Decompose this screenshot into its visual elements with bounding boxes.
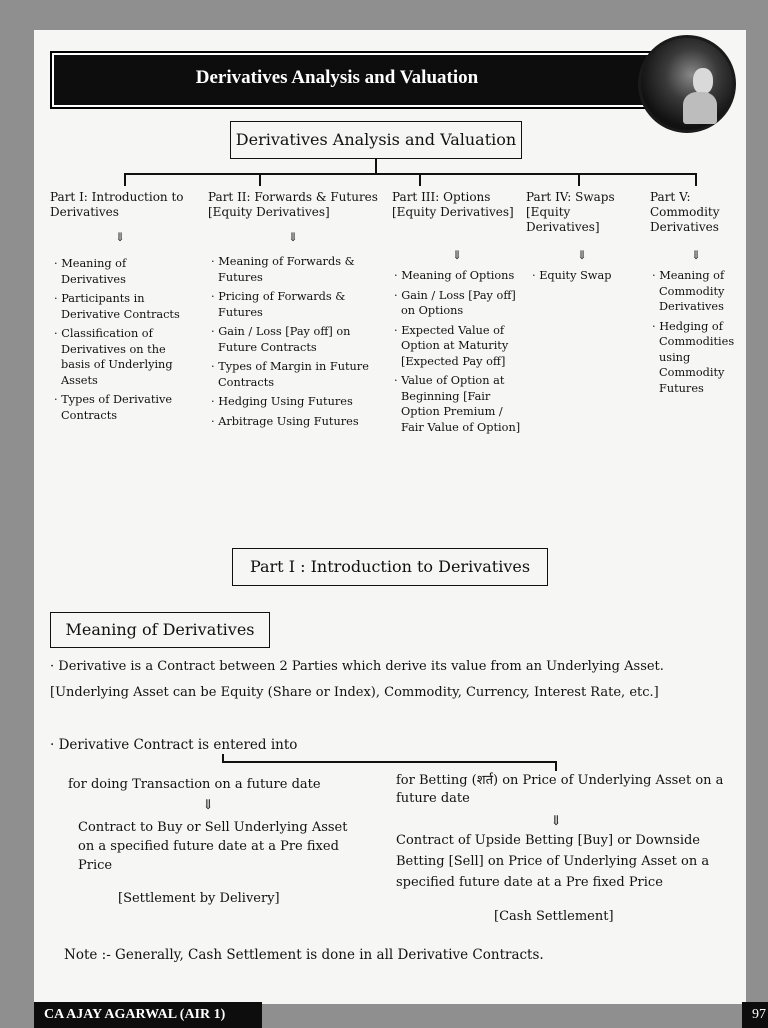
author-portrait — [638, 35, 736, 133]
note: Note :- Generally, Cash Settlement is done in all Derivative Contracts. — [64, 947, 544, 963]
portrait-body — [683, 92, 717, 124]
arrow-down-icon: ⇓ — [690, 248, 702, 262]
left-branch-line1: for doing Transaction on a future date — [68, 777, 321, 792]
left-branch-tag: [Settlement by Delivery] — [118, 891, 280, 906]
list-item: · Meaning of Forwards & Futures — [211, 254, 376, 285]
column-5-head: Part V: Commodity Derivatives — [650, 190, 720, 234]
page — [34, 30, 766, 1022]
left-branch-line2: Contract to Buy or Sell Underlying Asset on a specified future date at a Pre fixed Price — [78, 820, 348, 873]
para-derivative-definition: · Derivative is a Contract between 2 Parties which derive its value from an Underlying Asset. — [50, 659, 664, 674]
arrow-down-icon: ⇓ — [202, 797, 214, 813]
tree-drop-1 — [124, 173, 126, 186]
header-bar — [50, 51, 694, 109]
arrow-down-icon: ⇓ — [451, 248, 463, 262]
tree-drop-4 — [578, 173, 580, 186]
para-underlying-asset: [Underlying Asset can be Equity (Share or Index), Commodity, Currency, Interest Rate, etc.] — [50, 685, 659, 700]
meaning-title-box — [50, 612, 270, 648]
list-item: · Value of Option at Beginning [Fair Option Premium / Fair Value of Option] — [394, 373, 524, 435]
meaning-title: Meaning of Derivatives — [65, 620, 255, 639]
list-item: · Classification of Derivatives on the basis of Underlying Assets — [54, 326, 194, 388]
branch-drop — [555, 761, 557, 771]
column-5-list — [652, 268, 744, 400]
list-item: · Hedging of Commodities using Commodity Futures — [652, 319, 744, 397]
tree-drop-2 — [259, 173, 261, 186]
list-item: · Meaning of Options — [394, 268, 524, 284]
arrow-down-icon: ⇓ — [576, 248, 588, 262]
portrait-face — [693, 68, 713, 94]
footer-author: CA AJAY AGARWAL (AIR 1) — [44, 1007, 226, 1022]
column-3-list — [394, 268, 524, 439]
list-item: · Participants in Derivative Contracts — [54, 291, 194, 322]
header-title: Derivatives Analysis and Valuation — [195, 67, 479, 88]
list-item: · Gain / Loss [Pay off] on Options — [394, 288, 524, 319]
tree-branch — [124, 173, 696, 175]
arrow-down-icon: ⇓ — [287, 230, 299, 244]
chart-root-label: Derivatives Analysis and Valuation — [235, 130, 517, 149]
list-item: · Types of Margin in Future Contracts — [211, 359, 376, 390]
arrow-down-icon: ⇓ — [550, 813, 562, 829]
right-branch-line1: for Betting (शर्त) on Price of Underlying Asset on a future date — [396, 773, 724, 806]
list-item: · Equity Swap — [532, 268, 640, 284]
list-item: · Arbitrage Using Futures — [211, 414, 376, 430]
footer-author-bar — [34, 1002, 262, 1028]
right-branch-tag: [Cash Settlement] — [494, 909, 614, 924]
list-item: · Meaning of Commodity Derivatives — [652, 268, 744, 315]
list-item: · Meaning of Derivatives — [54, 256, 194, 287]
column-4-list — [532, 268, 640, 288]
tree-drop-5 — [695, 173, 697, 186]
right-branch-line2: Contract of Upside Betting [Buy] or Downside Betting [Sell] on Price of Underlying Asset on a specified future date at a Pre fixed Price — [396, 833, 710, 890]
tree-drop-3 — [419, 173, 421, 186]
para-contract-entered: · Derivative Contract is entered into — [50, 737, 298, 753]
list-item: · Types of Derivative Contracts — [54, 392, 194, 423]
column-1-head: Part I: Introduction to Derivatives — [50, 190, 184, 219]
column-2-head: Part II: Forwards & Futures [Equity Derivatives] — [208, 190, 378, 219]
list-item: · Expected Value of Option at Maturity [Expected Pay off] — [394, 323, 524, 370]
list-item: · Pricing of Forwards & Futures — [211, 289, 376, 320]
tree-trunk — [375, 158, 377, 173]
part1-title-box — [232, 548, 548, 586]
arrow-down-icon: ⇓ — [114, 230, 126, 244]
list-item: · Gain / Loss [Pay off] on Future Contracts — [211, 324, 376, 355]
column-3-head: Part III: Options [Equity Derivatives] — [392, 190, 514, 219]
page-number: 97 — [742, 1002, 768, 1028]
column-1-list — [54, 256, 194, 427]
column-2-list — [211, 254, 376, 433]
part1-title: Part I : Introduction to Derivatives — [249, 557, 531, 576]
branch-bar — [222, 761, 556, 763]
list-item: · Hedging Using Futures — [211, 394, 376, 410]
column-4-head: Part IV: Swaps [Equity Derivatives] — [526, 190, 615, 234]
chart-root-box — [230, 121, 522, 159]
